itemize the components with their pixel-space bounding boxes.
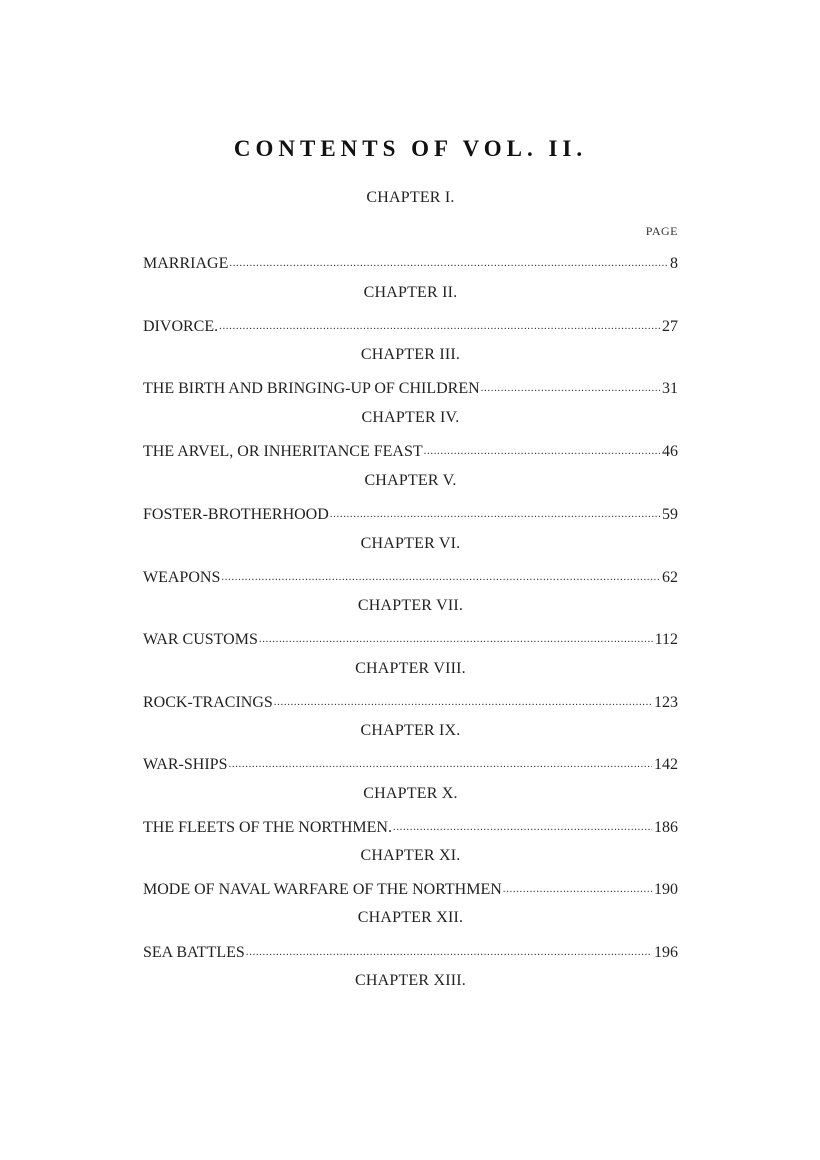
- dot-leader: [424, 440, 660, 456]
- page-number: 46: [662, 443, 678, 460]
- entry-title: ROCK-TRACINGS: [143, 694, 273, 711]
- chapter-heading: CHAPTER III.: [360, 346, 461, 363]
- dot-leader: [393, 816, 652, 832]
- page-number: 27: [662, 318, 678, 335]
- toc-entry[interactable]: [143, 878, 678, 899]
- dot-leader: [229, 252, 668, 268]
- entry-title: WAR-SHIPS: [143, 756, 228, 773]
- entry-title: FOSTER-BROTHERHOOD: [143, 506, 329, 523]
- toc-entry[interactable]: [143, 691, 678, 712]
- toc-entry[interactable]: [143, 315, 678, 336]
- page-number: 190: [654, 881, 678, 898]
- chapter-heading: CHAPTER XIII.: [354, 972, 467, 989]
- chapter-heading: CHAPTER XI.: [360, 847, 461, 864]
- chapter-heading: CHAPTER X.: [363, 785, 458, 802]
- chapter-heading: CHAPTER V.: [364, 472, 457, 489]
- toc-entry[interactable]: [143, 252, 678, 273]
- toc-entry[interactable]: [143, 941, 678, 962]
- dot-leader: [246, 941, 652, 957]
- dot-leader: [221, 566, 660, 582]
- dot-leader: [330, 503, 660, 519]
- page-number: 142: [654, 756, 678, 773]
- page-number: 196: [654, 944, 678, 961]
- chapter-heading: CHAPTER IV.: [361, 409, 460, 426]
- toc-entry[interactable]: [143, 753, 678, 774]
- entry-title: SEA BATTLES: [143, 944, 245, 961]
- dot-leader: [481, 377, 660, 393]
- page-number: 59: [662, 506, 678, 523]
- toc-entry[interactable]: [143, 377, 678, 398]
- entry-title: THE FLEETS OF THE NORTHMEN.: [143, 819, 392, 836]
- entry-title: WAR CUSTOMS: [143, 631, 258, 648]
- toc-entry[interactable]: [143, 503, 678, 524]
- page-number: 8: [670, 255, 678, 272]
- page-number: 62: [662, 569, 678, 586]
- chapter-heading: CHAPTER XII.: [357, 909, 464, 926]
- chapter-heading: CHAPTER IX.: [360, 722, 461, 739]
- chapter-heading: CHAPTER VII.: [357, 597, 464, 614]
- page-number: 31: [662, 380, 678, 397]
- dot-leader: [259, 628, 653, 644]
- entry-title: THE ARVEL, OR INHERITANCE FEAST: [143, 443, 423, 460]
- toc-entry[interactable]: [143, 440, 678, 461]
- toc-entry[interactable]: [143, 816, 678, 837]
- entry-title: THE BIRTH AND BRINGING-UP OF CHILDREN: [143, 380, 480, 397]
- page-title: CONTENTS OF VOL. II.: [233, 136, 588, 161]
- dot-leader: [228, 753, 652, 769]
- chapter-heading: CHAPTER II.: [363, 284, 458, 301]
- chapter-heading: CHAPTER I.: [366, 189, 455, 206]
- toc-entry[interactable]: [143, 628, 678, 649]
- entry-title: MARRIAGE: [143, 255, 229, 272]
- dot-leader: [503, 878, 652, 894]
- entry-title: WEAPONS: [143, 569, 221, 586]
- entry-title: DIVORCE.: [143, 318, 219, 335]
- dot-leader: [219, 315, 660, 331]
- entry-title: MODE OF NAVAL WARFARE OF THE NORTHMEN: [143, 881, 502, 898]
- chapter-heading: CHAPTER VIII.: [355, 660, 466, 677]
- toc-entry[interactable]: [143, 566, 678, 587]
- chapter-heading: CHAPTER VI.: [360, 535, 461, 552]
- page-number: 186: [654, 819, 678, 836]
- page-column-label: PAGE: [645, 224, 678, 238]
- dot-leader: [274, 691, 652, 707]
- page-number: 123: [654, 694, 678, 711]
- page-number: 112: [654, 631, 678, 648]
